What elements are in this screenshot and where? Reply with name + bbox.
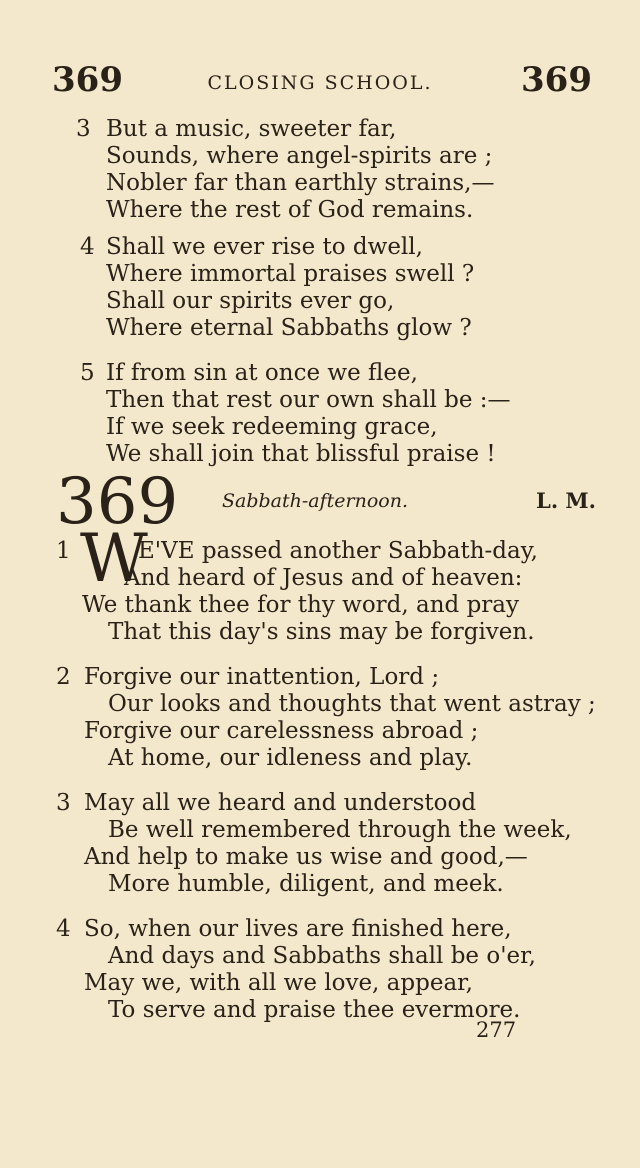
verse-line: Where the rest of God remains.: [106, 197, 474, 223]
verse-line: More humble, diligent, and meek.: [108, 871, 504, 897]
verse-line: Shall our spirits ever go,: [106, 288, 395, 314]
verse-line: And days and Sabbaths shall be o'er,: [108, 943, 536, 969]
verse-number: 5: [80, 360, 95, 386]
verse-line: If from sin at once we flee,: [106, 360, 418, 386]
verse-number: 3: [76, 116, 91, 142]
header-hymn-number-left: 369: [52, 60, 123, 100]
verse-line: May we, with all we love, appear,: [84, 970, 473, 996]
verse-line: Be well remembered through the week,: [108, 817, 572, 843]
verse-number: 4: [56, 916, 71, 942]
verse-line: Sounds, where angel-spirits are ;: [106, 143, 493, 169]
verse-line: Forgive our carelessness abroad ;: [84, 718, 479, 744]
hymn-number: 369: [56, 465, 179, 539]
verse-line: So, when our lives are finished here,: [84, 916, 512, 942]
verse-line: Where eternal Sabbaths glow ?: [106, 315, 472, 341]
verse-line: E'VE passed another Sabbath-day,: [138, 538, 538, 564]
verse-line: Shall we ever rise to dwell,: [106, 234, 423, 260]
verse-line: At home, our idleness and play.: [108, 745, 473, 771]
verse-number: 3: [56, 790, 71, 816]
verse-line: And heard of Jesus and of heaven:: [124, 565, 523, 591]
verse-line: Nobler far than earthly strains,—: [106, 170, 495, 196]
page-number: 277: [476, 1018, 517, 1042]
verse-line: But a music, sweeter far,: [106, 116, 397, 142]
verse-line: To serve and praise thee evermore.: [108, 997, 521, 1023]
verse-line: And help to make us wise and good,—: [84, 844, 528, 870]
verse-number: 2: [56, 664, 71, 690]
drop-cap: W: [80, 520, 148, 597]
verse-line: We shall join that blissful praise !: [106, 441, 496, 467]
verse-line: May all we heard and understood: [84, 790, 477, 816]
verse-line: We thank thee for thy word, and pray: [82, 592, 519, 618]
verse-line: Where immortal praises swell ?: [106, 261, 475, 287]
header-hymn-number-right: 369: [521, 60, 592, 100]
running-header-title: CLOSING SCHOOL.: [207, 72, 433, 94]
verse-line: If we seek redeeming grace,: [106, 414, 438, 440]
verse-line: That this day's sins may be forgiven.: [108, 619, 535, 645]
verse-line: Our looks and thoughts that went astray ;: [108, 691, 596, 717]
hymn-title: Sabbath-afternoon.: [222, 490, 409, 512]
verse-line: Then that rest our own shall be :—: [106, 387, 511, 413]
verse-number: 1: [56, 538, 71, 564]
verse-number: 4: [80, 234, 95, 260]
hymn-meter: L. M.: [536, 488, 596, 513]
verse-line: Forgive our inattention, Lord ;: [84, 664, 440, 690]
